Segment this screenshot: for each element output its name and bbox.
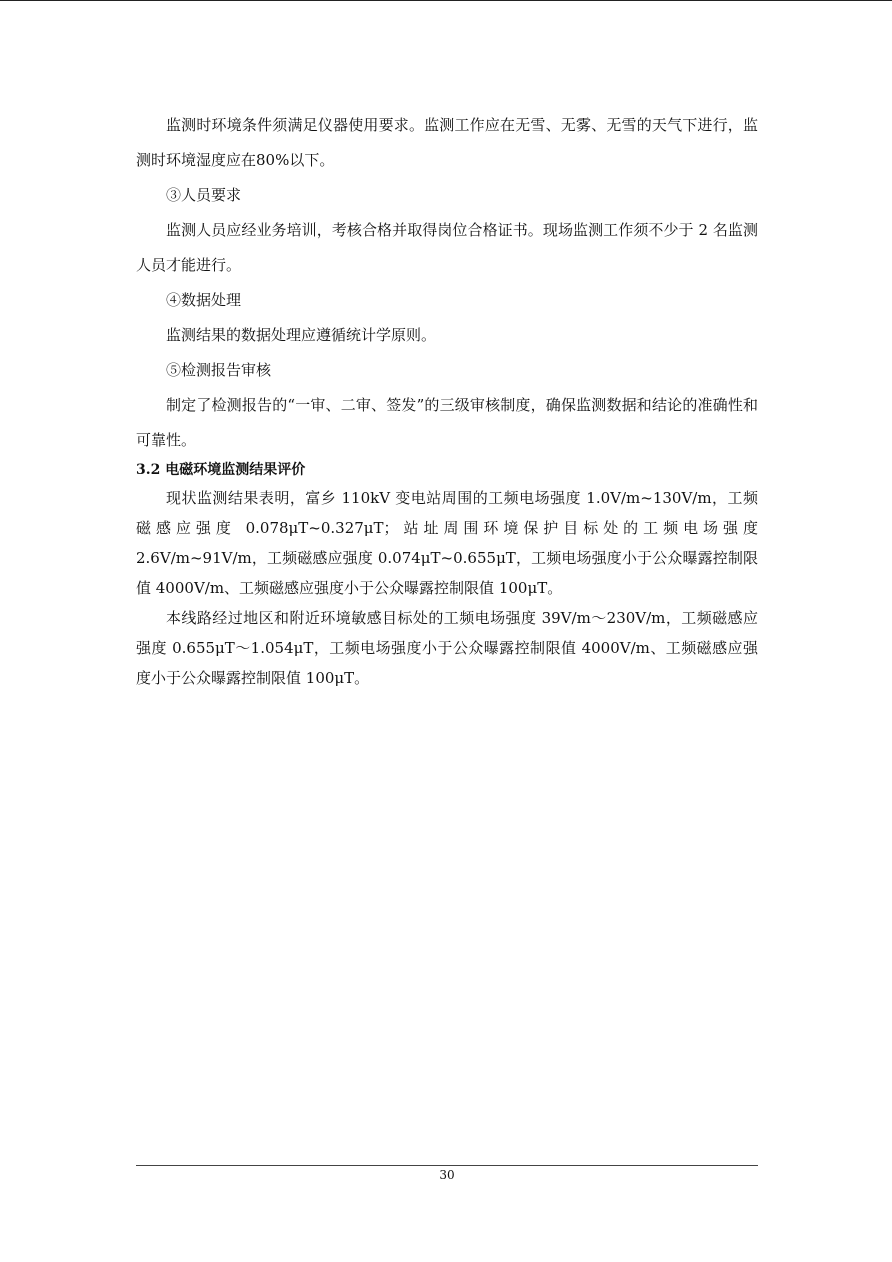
item-personnel-requirements: ③人员要求	[166, 186, 242, 204]
item-report-review: ⑤检测报告审核	[166, 361, 272, 379]
section-heading: 3.2 电磁环境监测结果评价	[136, 462, 306, 478]
paragraph-report-review: 制定了检测报告的“一审、二审、签发”的三级审核制度，确保监测数据和结论的准确性和可靠性。	[136, 396, 758, 449]
paragraph-substation-results: 现状监测结果表明，富乡 110kV 变电站周围的工频电场强度 1.0V/m~130V/m，工频磁感应强度 0.078μT~0.327μT；站址周围环境保护目标处的工频电场强度 2.6V/m~91V/m，工频磁感应强度 0.074μT~0.655μT，工频电场强度小于公众曝露控制限值 4000V/m、工频磁感应强度小于公众曝露控制限值 100μT。	[136, 489, 758, 597]
footer-divider	[136, 1165, 758, 1166]
paragraph-line-results: 本线路经过地区和附近环境敏感目标处的工频电场强度 39V/m～230V/m，工频磁感应强度 0.655μT～1.054μT，工频电场强度小于公众曝露控制限值 4000V/m、工频磁感应强度小于公众曝露控制限值 100μT。	[136, 609, 758, 687]
paragraph-environment-conditions: 监测时环境条件须满足仪器使用要求。监测工作应在无雪、无雾、无雪的天气下进行，监测时环境湿度应在80%以下。	[136, 116, 758, 169]
page-top-border	[0, 0, 892, 1]
page-number: 30	[439, 1168, 455, 1182]
paragraph-personnel: 监测人员应经业务培训，考核合格并取得岗位合格证书。现场监测工作须不少于 2 名监测人员才能进行。	[136, 221, 758, 274]
item-data-processing: ④数据处理	[166, 291, 242, 309]
document-body	[136, 108, 758, 693]
paragraph-data-processing: 监测结果的数据处理应遵循统计学原则。	[166, 326, 437, 344]
